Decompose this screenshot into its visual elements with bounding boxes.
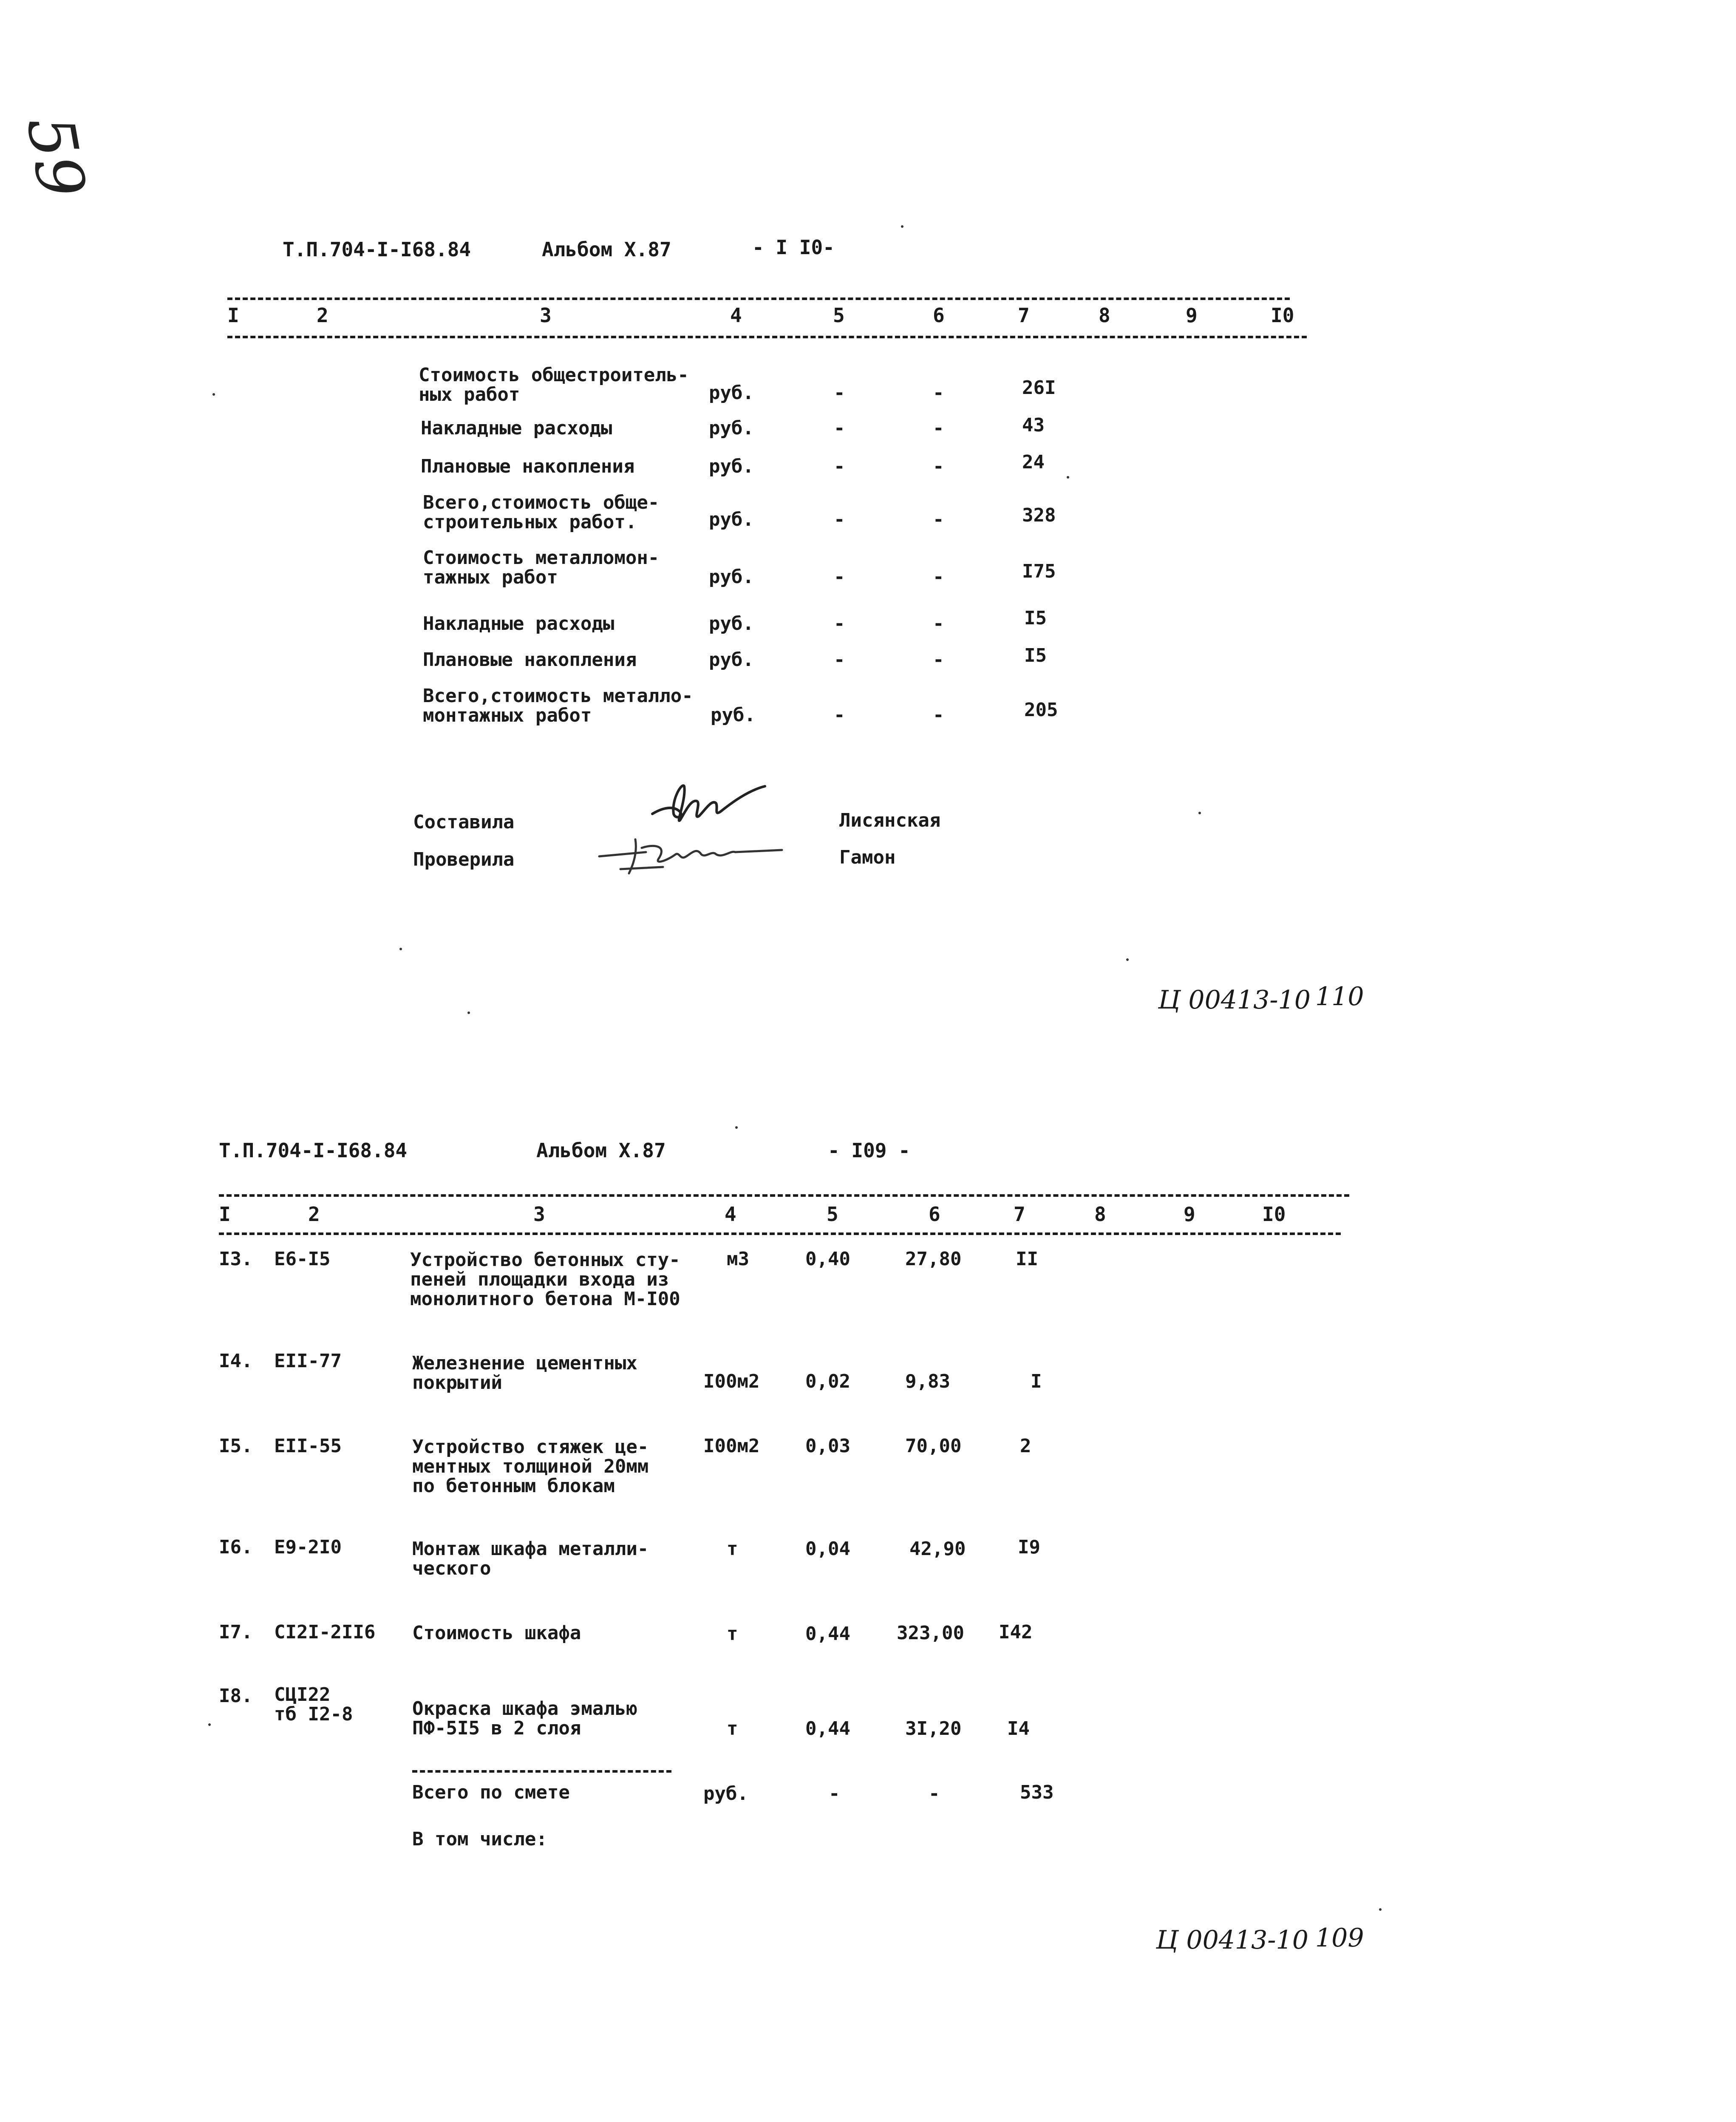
- row-col7: I5: [1024, 645, 1047, 666]
- col-num: I: [219, 1203, 231, 1226]
- row-col7: I75: [1022, 561, 1056, 582]
- col-num: 8: [1099, 304, 1110, 327]
- total-label: Всего по смете: [412, 1782, 570, 1803]
- row-unit: м3: [727, 1248, 749, 1270]
- row-name: Стоимость общестроитель- ных работ: [419, 364, 689, 405]
- row-unit: т: [727, 1538, 738, 1560]
- scan-speck: [1126, 958, 1129, 961]
- row-qty: 0,03: [805, 1435, 850, 1457]
- row-unit: руб.: [709, 509, 754, 530]
- signature-role-checked: Проверила: [413, 849, 515, 870]
- row-no: I4.: [219, 1350, 253, 1372]
- row-price: 42,90: [909, 1538, 966, 1560]
- row-col5: -: [834, 456, 845, 477]
- doc-code: Т.П.704-I-I68.84: [219, 1139, 408, 1162]
- row-price: 9,83: [905, 1371, 950, 1392]
- row-qty: 0,02: [805, 1371, 850, 1392]
- scan-speck: [399, 948, 402, 950]
- row-code: ЕII-77: [274, 1350, 342, 1372]
- signature-name-checked: Гамон: [839, 847, 896, 868]
- archive-page: 110: [1315, 982, 1364, 1011]
- page-number: - I I0-: [752, 236, 835, 259]
- scan-speck: [735, 1126, 738, 1129]
- row-col7: I5: [1024, 607, 1047, 629]
- subtotal-rule: [412, 1770, 671, 1773]
- row-name: Устройство бетонных сту- пеней площадки входа из монолитного бетона М-I00: [410, 1249, 680, 1310]
- including-label: В том числе:: [412, 1828, 547, 1850]
- row-price: 3I,20: [905, 1718, 962, 1740]
- col-num: 4: [730, 304, 742, 327]
- row-col5: -: [834, 382, 845, 404]
- row-code: СI2I-2II6: [274, 1621, 376, 1643]
- row-name: Накладные расходы: [423, 613, 615, 635]
- row-name: Всего,стоимость обще- строительных работ.: [423, 492, 660, 533]
- row-qty: 0,04: [805, 1538, 850, 1560]
- row-name: Окраска шкафа эмалью ПФ-5I5 в 2 слоя: [412, 1698, 637, 1739]
- row-col5: -: [834, 566, 845, 588]
- row-unit: руб.: [711, 704, 756, 726]
- row-total: I: [1031, 1371, 1042, 1392]
- col-num: I0: [1262, 1203, 1286, 1226]
- col-num: 8: [1094, 1203, 1106, 1226]
- col-num: 4: [725, 1203, 736, 1226]
- row-col6: -: [933, 649, 944, 671]
- row-name: Стоимость металломон- тажных работ: [423, 547, 660, 588]
- col-num: 5: [827, 1203, 838, 1226]
- header-rule-top: [227, 297, 1290, 300]
- col-num: I0: [1271, 304, 1294, 327]
- handwritten-signature-checked: [595, 831, 786, 882]
- row-unit: I00м2: [703, 1371, 760, 1392]
- row-unit: руб.: [709, 456, 754, 477]
- row-col6: -: [933, 704, 944, 726]
- row-unit: т: [727, 1623, 738, 1645]
- col-num: 5: [833, 304, 845, 327]
- scan-speck: [1379, 1908, 1382, 1911]
- row-col7: 43: [1022, 414, 1045, 436]
- row-col6: -: [933, 417, 944, 439]
- row-unit: руб.: [709, 382, 754, 404]
- row-total: I9: [1018, 1536, 1040, 1558]
- scan-speck: [212, 393, 215, 396]
- scan-speck: [901, 225, 903, 228]
- row-name: Устройство стяжек це- ментных толщиной 20мм по бетонным блокам: [412, 1436, 649, 1497]
- row-no: I3.: [219, 1248, 253, 1270]
- row-col7: 26I: [1022, 377, 1056, 399]
- row-name: Плановые накопления: [421, 456, 635, 477]
- header-rule-bottom: [227, 336, 1307, 338]
- col-num: 2: [317, 304, 329, 327]
- row-name: Железнение цементных покрытий: [412, 1352, 637, 1394]
- row-code: Е6-I5: [274, 1248, 331, 1270]
- row-qty: 0,44: [805, 1718, 850, 1740]
- row-total: 2: [1020, 1435, 1031, 1457]
- row-unit: руб.: [709, 566, 754, 588]
- row-col6: -: [933, 382, 944, 404]
- row-col7: 24: [1022, 451, 1045, 473]
- row-name: Плановые накопления: [423, 649, 637, 671]
- row-code: Е9-2I0: [274, 1536, 342, 1558]
- row-no: I6.: [219, 1536, 253, 1558]
- row-no: I8.: [219, 1685, 253, 1707]
- row-unit: руб.: [709, 613, 754, 635]
- col-num: 6: [933, 304, 945, 327]
- handwritten-signature-compiled: [650, 773, 778, 833]
- row-price: 323,00: [897, 1622, 964, 1644]
- row-total: II: [1016, 1248, 1038, 1270]
- row-code: СЦI22 тб I2-8: [274, 1684, 353, 1725]
- scan-speck: [467, 1011, 470, 1014]
- total-col7: 533: [1020, 1782, 1054, 1803]
- archive-page: 109: [1315, 1923, 1364, 1953]
- row-name: Всего,стоимость металло- монтажных работ: [423, 685, 693, 726]
- archive-code: Ц 00413-10: [1156, 1925, 1308, 1955]
- scan-speck: [208, 1723, 211, 1726]
- row-code: ЕII-55: [274, 1435, 342, 1457]
- col-num: 6: [929, 1203, 940, 1226]
- margin-note: 59: [12, 110, 99, 204]
- row-unit: руб.: [709, 649, 754, 671]
- header-rule-bottom: [219, 1232, 1341, 1235]
- col-num: 3: [533, 1203, 545, 1226]
- row-unit: т: [727, 1718, 738, 1740]
- total-unit: руб.: [703, 1783, 748, 1805]
- row-price: 70,00: [905, 1435, 962, 1457]
- row-col5: -: [834, 417, 845, 439]
- row-qty: 0,40: [805, 1248, 850, 1270]
- row-col6: -: [933, 509, 944, 530]
- row-col5: -: [834, 649, 845, 671]
- col-num: 9: [1186, 304, 1198, 327]
- row-name: Накладные расходы: [421, 417, 612, 439]
- total-col6: -: [929, 1783, 940, 1805]
- row-col6: -: [933, 566, 944, 588]
- row-col6: -: [933, 456, 944, 477]
- row-name: Монтаж шкафа металли- ческого: [412, 1538, 649, 1579]
- row-col6: -: [933, 613, 944, 635]
- col-num: 7: [1014, 1203, 1025, 1226]
- row-col5: -: [834, 704, 845, 726]
- col-num: 3: [540, 304, 552, 327]
- signature-role-compiled: Составила: [413, 811, 515, 833]
- row-qty: 0,44: [805, 1623, 850, 1645]
- row-col5: -: [834, 509, 845, 530]
- row-no: I5.: [219, 1435, 253, 1457]
- col-num: 2: [308, 1203, 320, 1226]
- doc-code: Т.П.704-I-I68.84: [283, 238, 471, 261]
- row-total: I4: [1007, 1718, 1030, 1740]
- page-number: - I09 -: [828, 1139, 910, 1162]
- row-unit: I00м2: [703, 1435, 760, 1457]
- col-num: I: [227, 304, 239, 327]
- row-no: I7.: [219, 1621, 253, 1643]
- row-col5: -: [834, 613, 845, 635]
- col-num: 7: [1018, 304, 1030, 327]
- row-col7: 328: [1022, 504, 1056, 526]
- row-total: I42: [999, 1621, 1033, 1643]
- header-rule-top: [219, 1194, 1349, 1197]
- scan-speck: [1067, 476, 1069, 479]
- archive-code: Ц 00413-10: [1158, 985, 1311, 1015]
- row-name: Стоимость шкафа: [412, 1622, 581, 1644]
- total-col5: -: [829, 1783, 840, 1805]
- row-unit: руб.: [709, 417, 754, 439]
- row-price: 27,80: [905, 1248, 962, 1270]
- scan-speck: [1198, 812, 1201, 814]
- col-num: 9: [1184, 1203, 1195, 1226]
- row-col7: 205: [1024, 699, 1058, 721]
- signature-name-compiled: Лисянская: [839, 810, 941, 831]
- album-label: Альбом X.87: [542, 238, 671, 261]
- album-label: Альбом X.87: [536, 1139, 666, 1162]
